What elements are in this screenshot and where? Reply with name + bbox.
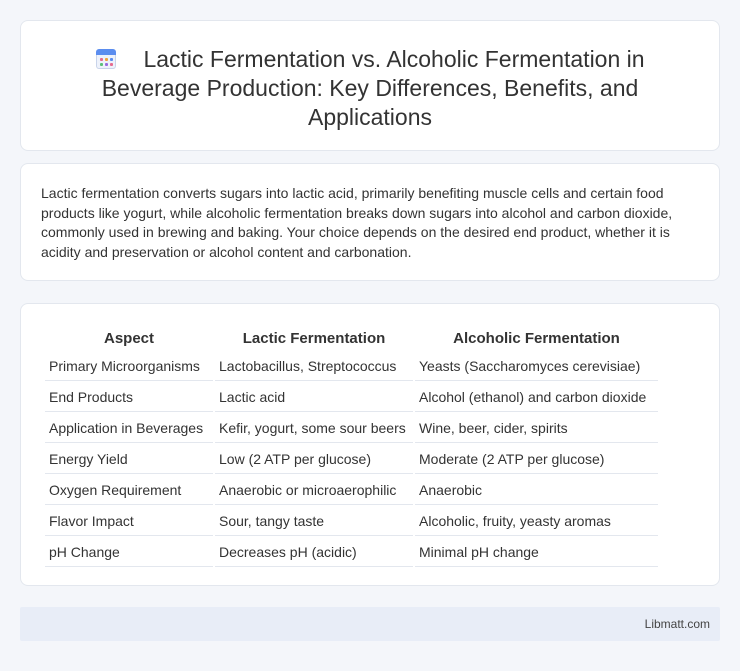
page-title-wrap [61, 45, 679, 132]
cell-lactic: Lactobacillus, Streptococcus [215, 352, 413, 381]
cell-lactic: Lactic acid [215, 383, 413, 412]
table-row [45, 538, 658, 567]
cell-aspect: Flavor Impact [45, 507, 213, 536]
cell-alcoholic: Anaerobic [415, 476, 658, 505]
table-row [45, 414, 658, 443]
cell-lactic: Anaerobic or microaerophilic [215, 476, 413, 505]
table-header-row [45, 326, 658, 350]
comparison-table [43, 324, 660, 569]
table-row [45, 507, 658, 536]
cell-alcoholic: Yeasts (Saccharomyces cerevisiae) [415, 352, 658, 381]
cell-alcoholic: Wine, beer, cider, spirits [415, 414, 658, 443]
cell-alcoholic: Moderate (2 ATP per glucose) [415, 445, 658, 474]
title-card [20, 20, 720, 151]
cell-lactic: Low (2 ATP per glucose) [215, 445, 413, 474]
cell-alcoholic: Minimal pH change [415, 538, 658, 567]
cell-aspect: Oxygen Requirement [45, 476, 213, 505]
summary-card [20, 163, 720, 281]
table-row [45, 352, 658, 381]
calendar-icon [95, 48, 117, 70]
footer-site-link[interactable]: Libmatt.com [644, 617, 710, 631]
summary-text: Lactic fermentation converts sugars into lactic acid, primarily benefiting muscle cells and certain food products like yogurt, while alcoholic fermentation breaks down sugars into alcohol and carbon dioxide, commonly used in brewing and baking. Your choice depends on the desired end product, whether it is acidity and preservation or alcohol content and carbonation. [41, 185, 673, 260]
cell-aspect: Energy Yield [45, 445, 213, 474]
cell-lactic: Decreases pH (acidic) [215, 538, 413, 567]
comparison-card [20, 303, 720, 586]
cell-aspect: End Products [45, 383, 213, 412]
header-aspect: Aspect [103, 330, 155, 347]
cell-lactic: Kefir, yogurt, some sour beers [215, 414, 413, 443]
cell-alcoholic: Alcoholic, fruity, yeasty aromas [415, 507, 658, 536]
table-row [45, 445, 658, 474]
cell-aspect: Application in Beverages [45, 414, 213, 443]
footer-bar [20, 607, 720, 641]
cell-alcoholic: Alcohol (ethanol) and carbon dioxide [415, 383, 658, 412]
cell-lactic: Sour, tangy taste [215, 507, 413, 536]
table-row [45, 476, 658, 505]
header-lactic: Lactic Fermentation [242, 330, 386, 347]
page-title: Lactic Fermentation vs. Alcoholic Fermentation in Beverage Production: Key Differences, Benefits, and Applications [101, 46, 645, 130]
table-row [45, 383, 658, 412]
cell-aspect: Primary Microorganisms [45, 352, 213, 381]
cell-aspect: pH Change [45, 538, 213, 567]
header-alcoholic: Alcoholic Fermentation [453, 330, 620, 347]
